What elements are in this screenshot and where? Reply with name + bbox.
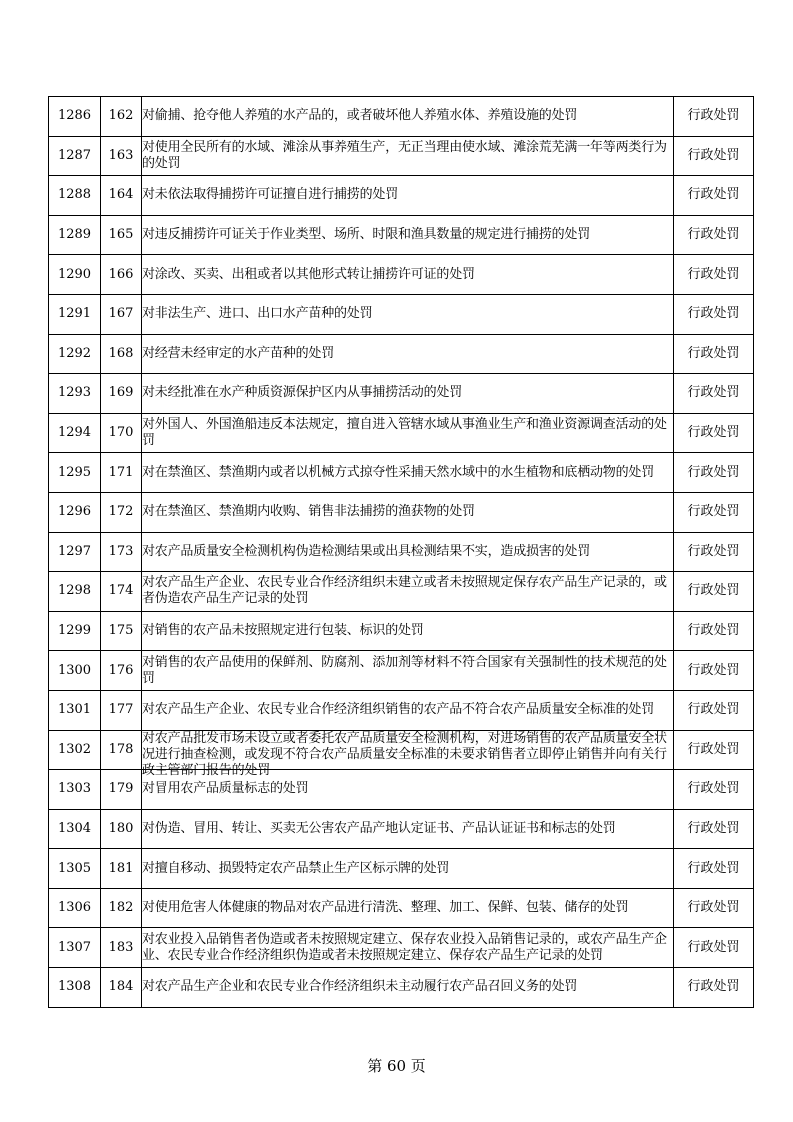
row-type-cell: 行政处罚	[674, 690, 754, 730]
row-id-cell: 1298	[49, 572, 101, 612]
page-number: 第 60 页	[367, 1057, 426, 1075]
row-description-text: 对外国人、外国渔船违反本法规定，擅自进入管辖水域从事渔业生产和渔业资源调查活动的处罚	[142, 417, 667, 449]
row-type-cell: 行政处罚	[674, 176, 754, 216]
table-row	[49, 611, 754, 651]
row-description-text: 对农业投入品销售者伪造或者未按照规定建立、保存农业投入品销售记录的，或农产品生产企业、农民专业合作经济组织伪造或者未按照规定建立、保存农产品生产记录的处罚	[142, 931, 667, 963]
row-type-cell: 行政处罚	[674, 136, 754, 176]
row-type-cell: 行政处罚	[674, 255, 754, 295]
row-description-text: 对偷捕、抢夺他人养殖的水产品的，或者破坏他人养殖水体、养殖设施的处罚	[142, 108, 578, 124]
row-sub-id-cell: 184	[101, 968, 142, 1008]
row-description-text: 对农产品生产企业、农民专业合作经济组织未建立或者未按照规定保存农产品生产记录的，或者伪造农产品生产记录的处罚	[142, 575, 667, 607]
row-id-cell: 1302	[49, 730, 101, 770]
table-row	[49, 176, 754, 216]
row-sub-id-cell: 169	[101, 374, 142, 414]
row-description-cell	[142, 849, 674, 889]
row-description-cell	[142, 334, 674, 374]
row-description-text: 对农产品质量安全检测机构伪造检测结果或出具检测结果不实，造成损害的处罚	[142, 543, 591, 559]
table-row	[49, 928, 754, 968]
table-row	[49, 136, 754, 176]
row-description-cell	[142, 215, 674, 255]
row-type-cell: 行政处罚	[674, 334, 754, 374]
row-sub-id-cell: 170	[101, 413, 142, 453]
row-description-cell	[142, 572, 674, 612]
table-row	[49, 809, 754, 849]
row-description-cell	[142, 176, 674, 216]
row-sub-id-cell: 167	[101, 294, 142, 334]
row-sub-id-cell: 174	[101, 572, 142, 612]
row-type-cell: 行政处罚	[674, 374, 754, 414]
row-type-cell: 行政处罚	[674, 770, 754, 810]
row-id-cell: 1308	[49, 968, 101, 1008]
row-sub-id-cell: 175	[101, 611, 142, 651]
row-id-cell: 1296	[49, 492, 101, 532]
row-sub-id-cell: 177	[101, 690, 142, 730]
item-table-body	[49, 97, 754, 1008]
row-description-cell	[142, 492, 674, 532]
row-description-text: 对伪造、冒用、转让、买卖无公害农产品产地认定证书、产品认证证书和标志的处罚	[142, 820, 616, 836]
table-row	[49, 651, 754, 691]
row-type-cell: 行政处罚	[674, 611, 754, 651]
row-id-cell: 1287	[49, 136, 101, 176]
row-id-cell: 1300	[49, 651, 101, 691]
row-id-cell: 1295	[49, 453, 101, 493]
table-row	[49, 294, 754, 334]
table-row	[49, 215, 754, 255]
row-description-text: 对使用全民所有的水域、滩涂从事养殖生产，无正当理由使水域、滩涂荒芜满一年等两类行为的处罚	[142, 139, 667, 171]
row-id-cell: 1297	[49, 532, 101, 572]
row-sub-id-cell: 171	[101, 453, 142, 493]
row-description-cell	[142, 651, 674, 691]
table-row	[49, 255, 754, 295]
row-id-cell: 1304	[49, 809, 101, 849]
table-row	[49, 413, 754, 453]
row-type-cell: 行政处罚	[674, 294, 754, 334]
row-id-cell: 1305	[49, 849, 101, 889]
row-id-cell: 1299	[49, 611, 101, 651]
row-type-cell: 行政处罚	[674, 928, 754, 968]
row-type-cell: 行政处罚	[674, 888, 754, 928]
row-sub-id-cell: 166	[101, 255, 142, 295]
row-description-text: 对农产品生产企业和农民专业合作经济组织未主动履行农产品召回义务的处罚	[142, 979, 578, 995]
row-sub-id-cell: 183	[101, 928, 142, 968]
row-description-cell	[142, 968, 674, 1008]
row-id-cell: 1292	[49, 334, 101, 374]
row-description-text: 对擅自移动、损毁特定农产品禁止生产区标示牌的处罚	[142, 860, 450, 876]
row-description-cell	[142, 690, 674, 730]
table-row	[49, 532, 754, 572]
row-description-text: 对涂改、买卖、出租或者以其他形式转让捕捞许可证的处罚	[142, 266, 475, 282]
table-row	[49, 334, 754, 374]
table-row	[49, 849, 754, 889]
row-description-cell	[142, 730, 674, 778]
row-description-cell	[142, 611, 674, 651]
row-type-cell: 行政处罚	[674, 809, 754, 849]
row-id-cell: 1289	[49, 215, 101, 255]
row-description-text: 对冒用农产品质量标志的处罚	[142, 781, 309, 797]
row-type-cell: 行政处罚	[674, 532, 754, 572]
row-sub-id-cell: 163	[101, 136, 142, 176]
row-description-text: 对违反捕捞许可证关于作业类型、场所、时限和渔具数量的规定进行捕捞的处罚	[142, 227, 591, 243]
row-type-cell: 行政处罚	[674, 492, 754, 532]
row-sub-id-cell: 182	[101, 888, 142, 928]
table-row	[49, 374, 754, 414]
table-row	[49, 572, 754, 612]
table-row	[49, 690, 754, 730]
row-sub-id-cell: 181	[101, 849, 142, 889]
row-type-cell: 行政处罚	[674, 453, 754, 493]
row-type-cell: 行政处罚	[674, 572, 754, 612]
row-id-cell: 1290	[49, 255, 101, 295]
row-sub-id-cell: 176	[101, 651, 142, 691]
row-sub-id-cell: 178	[101, 730, 142, 770]
item-table	[48, 96, 754, 1008]
table-row	[49, 888, 754, 928]
row-type-cell: 行政处罚	[674, 651, 754, 691]
table-row	[49, 968, 754, 1008]
row-description-cell	[142, 809, 674, 849]
table-row	[49, 492, 754, 532]
row-type-cell: 行政处罚	[674, 413, 754, 453]
row-id-cell: 1303	[49, 770, 101, 810]
row-description-text: 对在禁渔区、禁渔期内或者以机械方式掠夺性采捕天然水域中的水生植物和底栖动物的处罚	[142, 464, 655, 480]
row-description-text: 对使用危害人体健康的物品对农产品进行清洗、整理、加工、保鲜、包装、储存的处罚	[142, 900, 629, 916]
row-type-cell: 行政处罚	[674, 968, 754, 1008]
row-description-cell	[142, 255, 674, 295]
table-row	[49, 453, 754, 493]
row-type-cell: 行政处罚	[674, 849, 754, 889]
row-description-cell	[142, 413, 674, 453]
row-description-text: 对经营未经审定的水产苗种的处罚	[142, 345, 335, 361]
row-id-cell: 1288	[49, 176, 101, 216]
table-row	[49, 97, 754, 137]
row-sub-id-cell: 164	[101, 176, 142, 216]
row-description-text: 对在禁渔区、禁渔期内收购、销售非法捕捞的渔获物的处罚	[142, 504, 475, 520]
row-type-cell: 行政处罚	[674, 215, 754, 255]
row-sub-id-cell: 165	[101, 215, 142, 255]
row-id-cell: 1294	[49, 413, 101, 453]
row-sub-id-cell: 180	[101, 809, 142, 849]
row-description-cell	[142, 888, 674, 928]
row-description-text: 对农产品批发市场未设立或者委托农产品质量安全检测机构，对进场销售的农产品质量安全状况进行抽查检测，或发现不符合农产品质量安全标准的未要求销售者立即停止销售并向有关行政主管部门报告的处罚	[142, 730, 667, 778]
row-sub-id-cell: 168	[101, 334, 142, 374]
row-id-cell: 1293	[49, 374, 101, 414]
row-sub-id-cell: 162	[101, 97, 142, 137]
row-id-cell: 1306	[49, 888, 101, 928]
row-id-cell: 1291	[49, 294, 101, 334]
row-description-text: 对未依法取得捕捞许可证擅自进行捕捞的处罚	[142, 187, 399, 203]
row-description-text: 对销售的农产品使用的保鲜剂、防腐剂、添加剂等材料不符合国家有关强制性的技术规范的处罚	[142, 654, 667, 686]
row-description-text: 对销售的农产品未按照规定进行包装、标识的处罚	[142, 623, 424, 639]
table-row	[49, 730, 754, 770]
row-type-cell: 行政处罚	[674, 97, 754, 137]
row-id-cell: 1307	[49, 928, 101, 968]
row-description-cell	[142, 532, 674, 572]
row-sub-id-cell: 172	[101, 492, 142, 532]
row-description-cell	[142, 453, 674, 493]
row-description-cell	[142, 374, 674, 414]
row-sub-id-cell: 179	[101, 770, 142, 810]
row-description-text: 对非法生产、进口、出口水产苗种的处罚	[142, 306, 373, 322]
row-description-text: 对农产品生产企业、农民专业合作经济组织销售的农产品不符合农产品质量安全标准的处罚	[142, 702, 655, 718]
row-id-cell: 1301	[49, 690, 101, 730]
row-description-cell	[142, 294, 674, 334]
row-sub-id-cell: 173	[101, 532, 142, 572]
row-description-cell	[142, 136, 674, 176]
row-id-cell: 1286	[49, 97, 101, 137]
row-description-cell	[142, 97, 674, 137]
row-type-cell: 行政处罚	[674, 730, 754, 770]
row-description-cell	[142, 928, 674, 968]
row-description-text: 对未经批准在水产种质资源保护区内从事捕捞活动的处罚	[142, 385, 463, 401]
